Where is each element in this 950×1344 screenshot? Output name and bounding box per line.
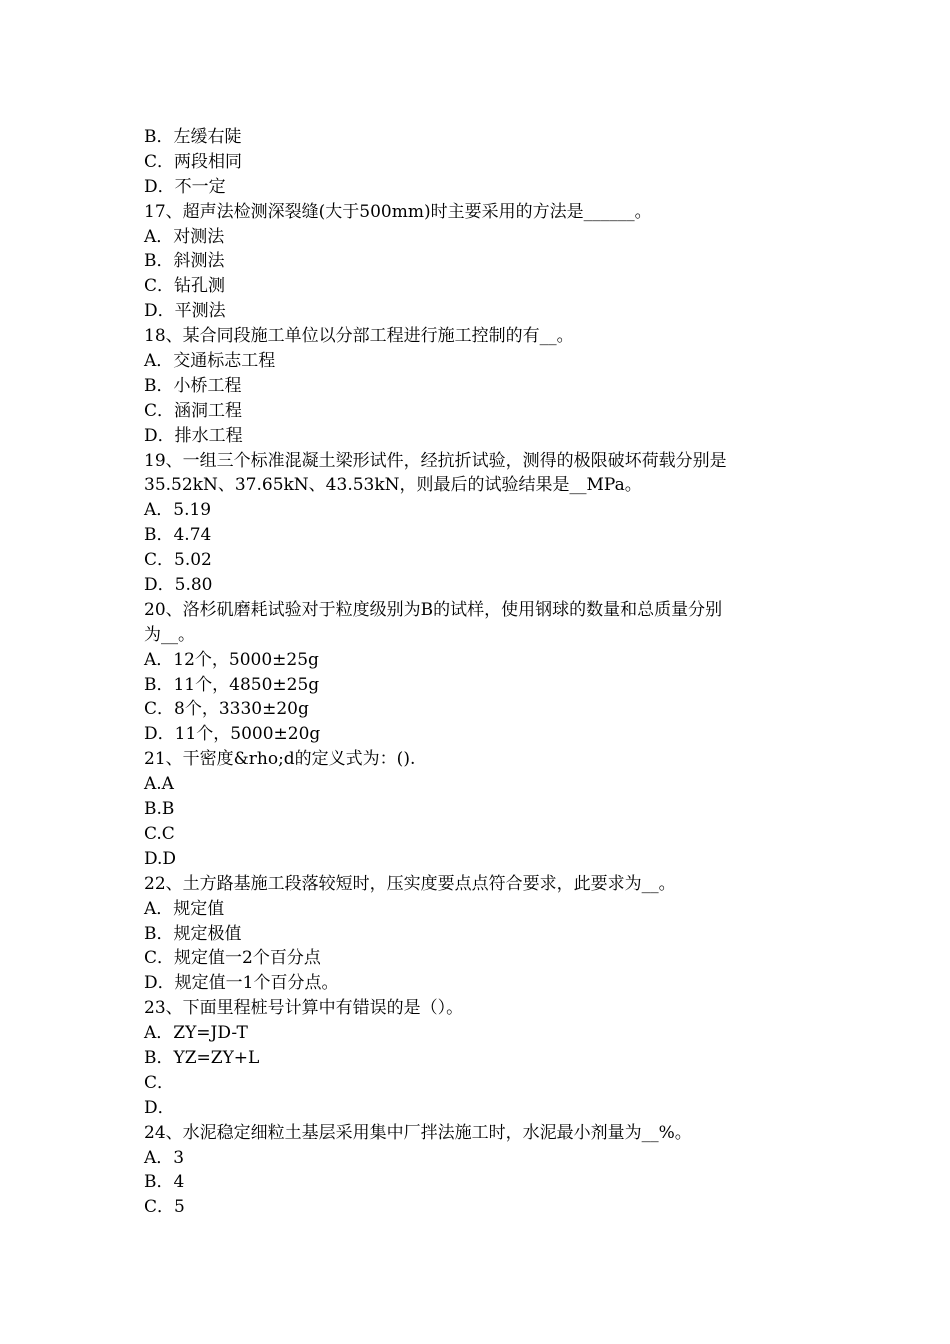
question-20-line-2: 为__。 — [144, 624, 195, 645]
question-19-line-2: 35.52kN、37.65kN、43.53kN，则最后的试验结果是__MPa。 — [144, 475, 642, 496]
option-19-b: B．4.74 — [144, 525, 212, 546]
option-16-d: D．不一定 — [144, 176, 226, 197]
option-17-d: D．平测法 — [144, 301, 226, 322]
document-body — [144, 125, 814, 1220]
option-21-d: D.D — [144, 848, 177, 869]
option-20-d: D．11个，5000±20g — [144, 724, 321, 745]
option-20-b: B．11个，4850±25g — [144, 674, 320, 695]
option-20-a: A．12个，5000±25g — [144, 649, 319, 670]
option-18-c: C．涵洞工程 — [144, 400, 243, 421]
option-17-b: B．斜测法 — [144, 251, 225, 272]
option-19-c: C．5.02 — [144, 550, 212, 571]
option-19-d: D．5.80 — [144, 575, 213, 596]
option-21-b: B.B — [144, 799, 175, 820]
question-19-line-1: 19、一组三个标准混凝土梁形试件，经抗折试验，测得的极限破坏荷载分别是 — [144, 450, 727, 471]
question-24: 24、水泥稳定细粒土基层采用集中厂拌法施工时，水泥最小剂量为__%。 — [144, 1122, 692, 1143]
option-21-a: A.A — [144, 774, 174, 795]
option-17-a: A．对测法 — [144, 226, 225, 247]
option-22-b: B．规定极值 — [144, 923, 242, 944]
option-23-a: A．ZY=JD-T — [144, 1023, 248, 1044]
option-16-b: B．左缓右陡 — [144, 127, 242, 147]
option-22-c: C．规定值一2个百分点 — [144, 948, 321, 969]
option-19-a: A．5.19 — [144, 500, 212, 521]
question-23: 23、下面里程桩号计算中有错误的是（）。 — [144, 998, 464, 1019]
option-18-d: D．排水工程 — [144, 425, 243, 446]
question-21: 21、干密度&rho;d的定义式为：(). — [144, 749, 416, 770]
option-23-b: B．YZ=ZY+L — [144, 1047, 260, 1068]
question-22: 22、土方路基施工段落较短时，压实度要点点符合要求，此要求为__。 — [144, 873, 676, 894]
option-16-c: C．两段相同 — [144, 151, 243, 172]
question-20-line-1: 20、洛杉矶磨耗试验对于粒度级别为B的试样，使用钢球的数量和总质量分别 — [144, 599, 723, 620]
option-18-a: A．交通标志工程 — [144, 351, 276, 372]
question-17: 17、超声法检测深裂缝(大于500mm)时主要采用的方法是______。 — [144, 201, 652, 222]
option-21-c: C.C — [144, 823, 175, 844]
option-23-d: D． — [144, 1097, 175, 1118]
option-22-a: A．规定值 — [144, 898, 225, 919]
option-22-d: D．规定值一1个百分点。 — [144, 973, 339, 994]
option-24-c: C．5 — [144, 1197, 185, 1218]
question-18: 18、某合同段施工单位以分部工程进行施工控制的有__。 — [144, 326, 574, 347]
option-24-a: A．3 — [144, 1147, 185, 1168]
option-23-c: C． — [144, 1072, 175, 1093]
option-17-c: C．钻孔测 — [144, 276, 226, 297]
option-24-b: B．4 — [144, 1172, 185, 1193]
option-18-b: B．小桥工程 — [144, 375, 242, 396]
option-20-c: C．8个，3330±20g — [144, 699, 309, 720]
